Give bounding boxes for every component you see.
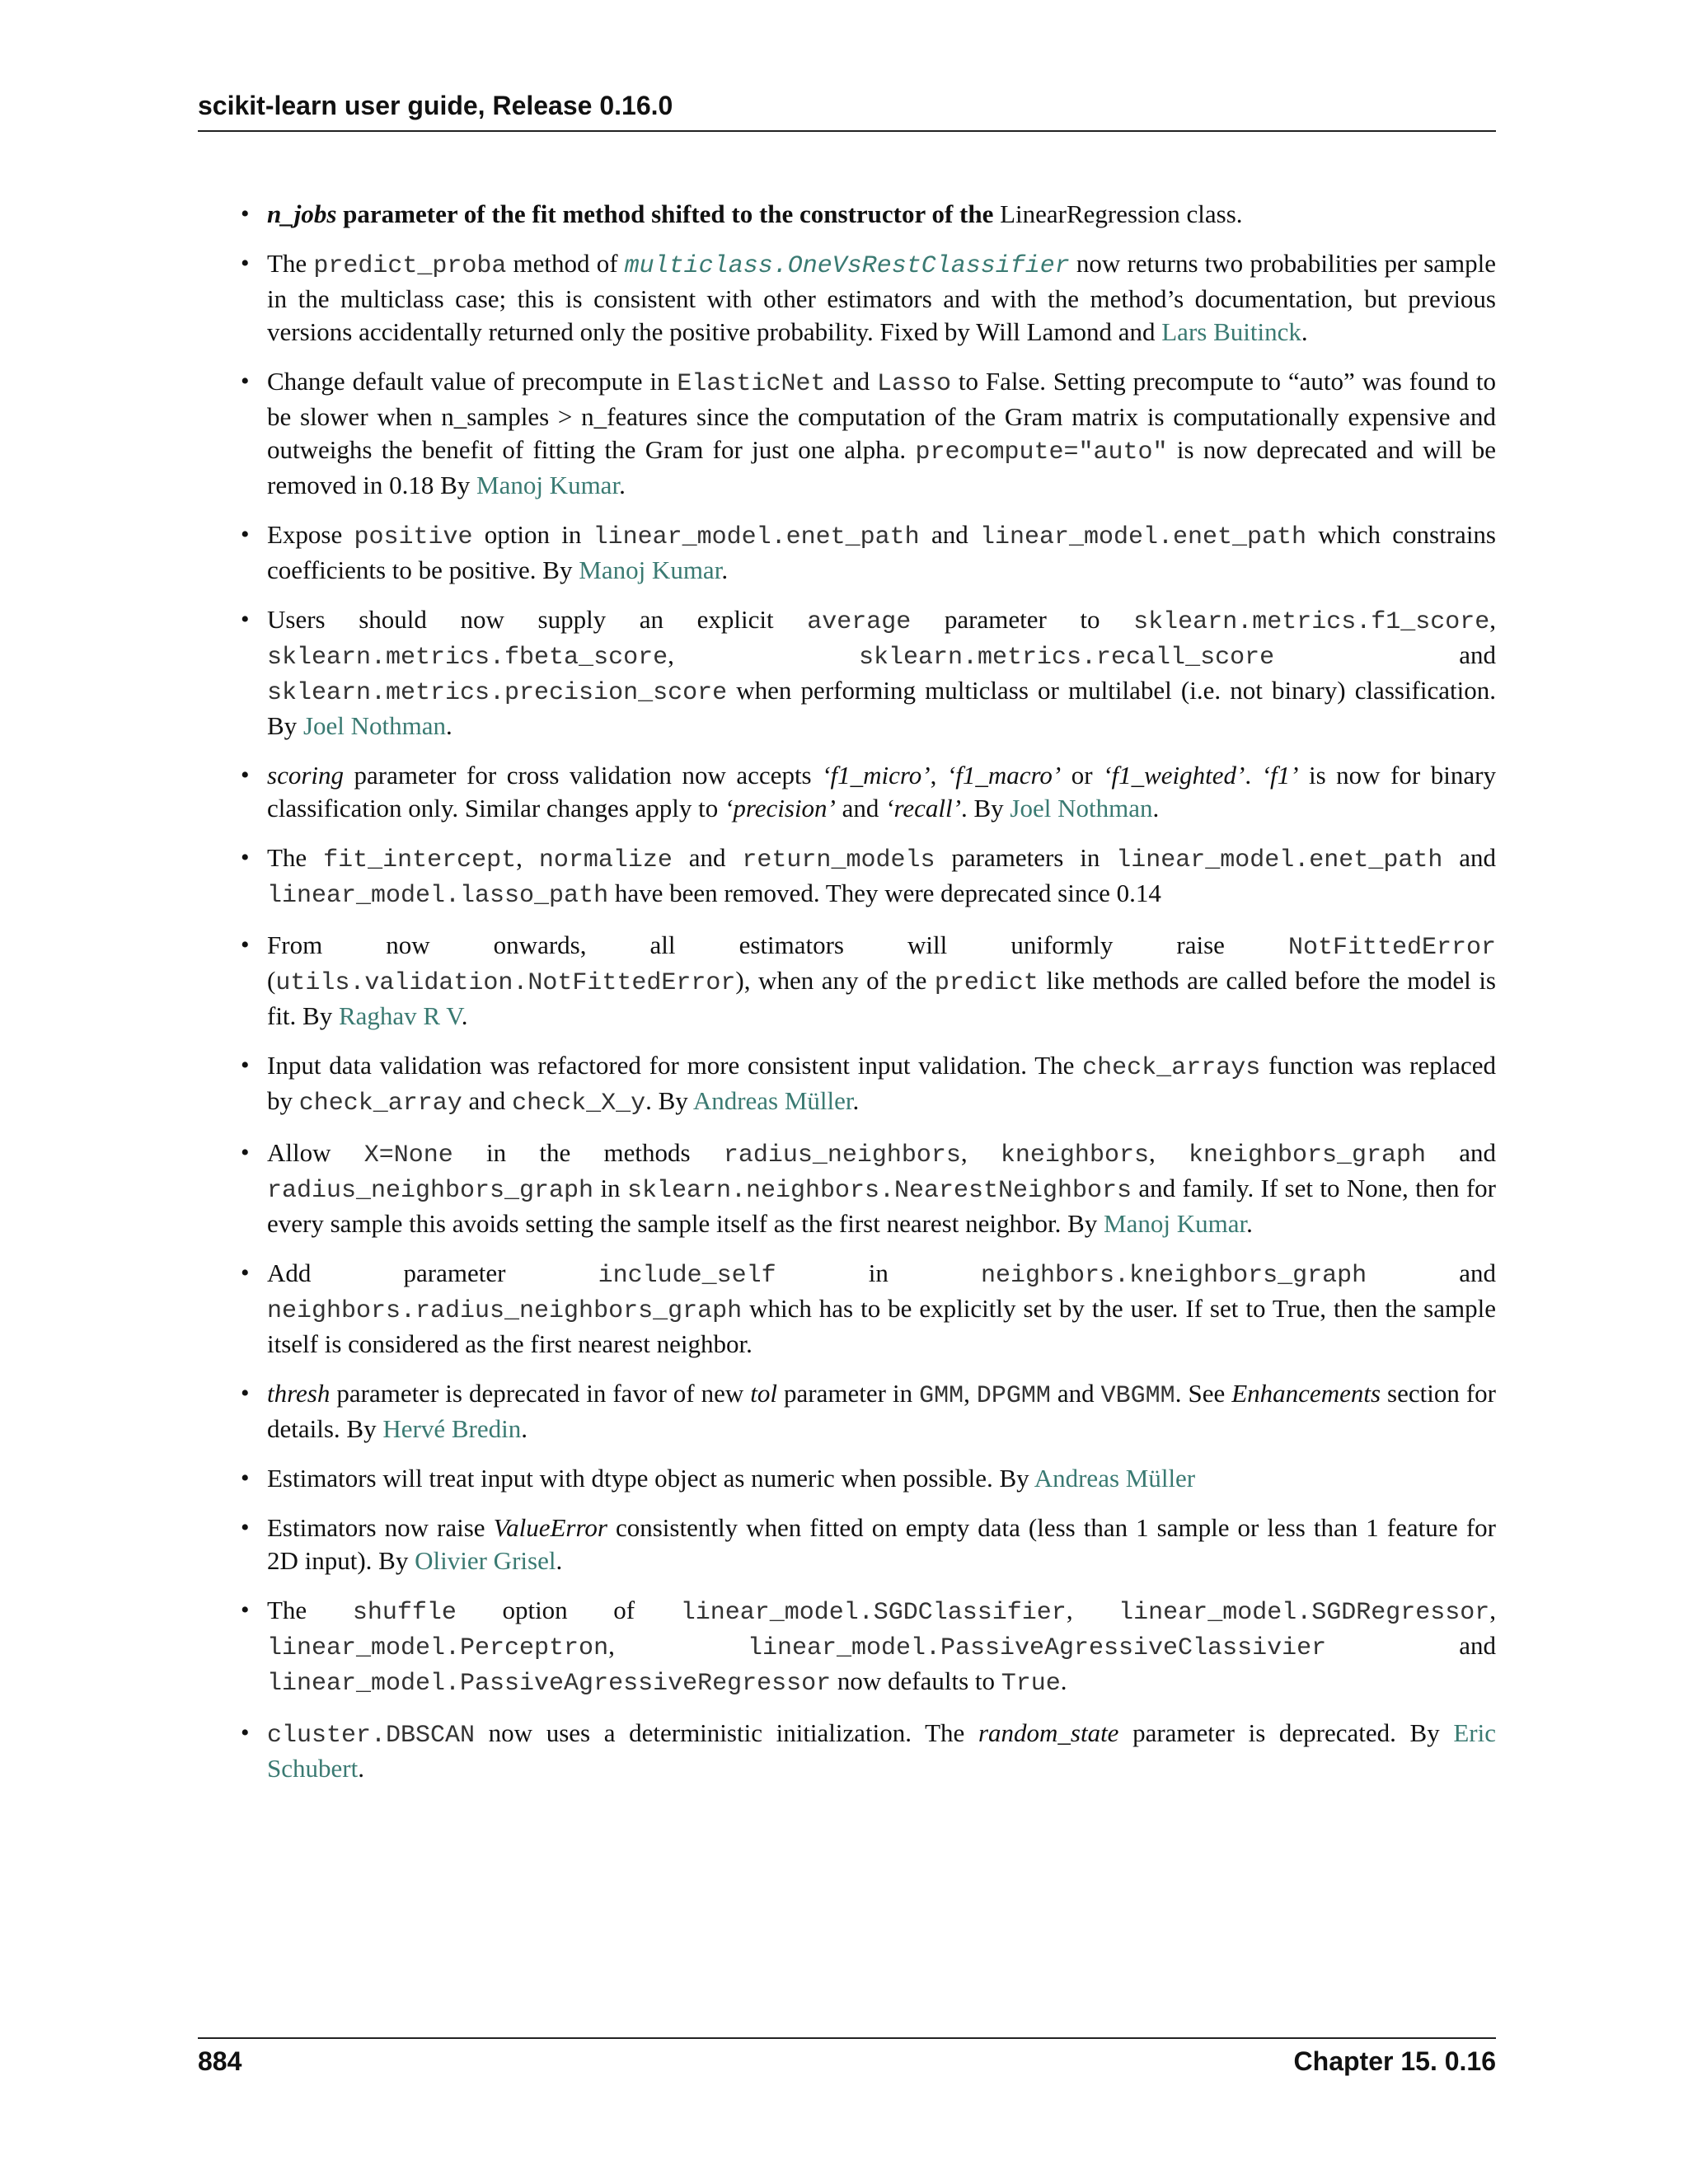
changelog-item: [242, 1717, 1496, 1785]
text-run: ,: [930, 761, 947, 790]
text-run: or: [1061, 761, 1104, 790]
text-run: to False. Setting precompute to “auto” was found to be slower when n_samples > n_features since the computation of the Gram matrix is computationally expensive and outweighs the benefit of fitting the Gram for just one alpha.: [267, 367, 1496, 464]
text-run: Expose: [267, 520, 354, 549]
text-run: section for details. By: [267, 1379, 1496, 1443]
code-literal: normalize: [538, 846, 673, 874]
text-run: .: [1246, 1209, 1253, 1238]
text-run: and: [825, 367, 877, 396]
code-literal: include_self: [598, 1262, 776, 1290]
emphasis: ‘f1_weighted’: [1103, 761, 1245, 790]
code-literal: linear_model.Perceptron: [267, 1634, 609, 1662]
changelog-list: [242, 198, 1496, 1802]
code-literal: ElasticNet: [677, 370, 826, 398]
author-link[interactable]: Andreas Müller: [1034, 1464, 1196, 1493]
text-run: . See: [1175, 1379, 1232, 1408]
changelog-item: [242, 365, 1496, 502]
changelog-item: [242, 1049, 1496, 1120]
author-link[interactable]: Raghav R V: [338, 1001, 462, 1030]
emphasis: thresh: [267, 1379, 331, 1408]
code-literal: cluster.DBSCAN: [267, 1722, 476, 1750]
code-literal: utils.validation.NotFittedError: [275, 969, 736, 997]
code-literal: linear_model.enet_path: [1116, 846, 1443, 874]
text-run: parameter in: [777, 1379, 920, 1408]
text-run: .: [521, 1414, 528, 1443]
text-run: parameter to: [911, 605, 1134, 634]
text-run: .: [461, 1001, 468, 1030]
text-run: parameter for cross validation now accepts: [344, 761, 823, 790]
emphasis: random_state: [978, 1718, 1119, 1747]
code-literal: linear_model.enet_path: [593, 523, 920, 551]
emphasis: tol: [750, 1379, 778, 1408]
emphasis: parameter of the fit method shifted to the constructor of the: [336, 199, 1001, 228]
changelog-item: [242, 759, 1496, 825]
text-run: and family. If set to None, then for every sample this avoids setting the sample itself as the first nearest neighbor. By: [267, 1174, 1496, 1238]
text-run: From now onwards, all estimators will uniformly raise: [267, 930, 1288, 959]
code-literal: neighbors.radius_neighbors_graph: [267, 1297, 743, 1325]
text-run: The: [267, 843, 324, 872]
code-literal: radius_neighbors: [723, 1141, 961, 1169]
code-literal: shuffle: [352, 1599, 457, 1627]
text-run: and: [835, 794, 886, 823]
author-link[interactable]: Eric Schubert: [267, 1718, 1496, 1783]
code-literal: predict: [934, 969, 1039, 997]
code-literal: check_X_y: [512, 1090, 646, 1118]
text-run: which constrains coefficients to be positive. By: [267, 520, 1496, 584]
code-literal: sklearn.metrics.fbeta_score: [267, 644, 668, 672]
running-header: scikit-learn user guide, Release 0.16.0: [198, 91, 673, 120]
changelog-item: [242, 1377, 1496, 1446]
author-link[interactable]: Joel Nothman: [302, 711, 446, 740]
text-run: Input data validation was refactored for more consistent input validation. The: [267, 1051, 1083, 1080]
text-run: have been removed. They were deprecated since 0.14: [608, 879, 1161, 907]
text-run: .: [1301, 317, 1308, 346]
emphasis: ‘f1_macro’: [946, 761, 1062, 790]
author-link[interactable]: Manoj Kumar: [579, 555, 722, 584]
text-run: ,: [1489, 605, 1496, 634]
text-run: option in: [472, 520, 593, 549]
text-run: .: [852, 1086, 860, 1115]
changelog-item: [242, 603, 1496, 743]
text-run: ,: [1489, 1596, 1496, 1624]
text-run: and: [1442, 843, 1497, 872]
emphasis: ‘recall’: [885, 794, 961, 823]
text-run: like methods are called before the model is fit. By: [267, 966, 1496, 1030]
author-link[interactable]: Andreas Müller: [692, 1086, 853, 1115]
text-run: in the methods: [452, 1138, 724, 1167]
changelog-item: [242, 841, 1496, 912]
text-run: which has to be explicitly set by the user. If set to True, then the sample itself is considered as the first nearest neighbor.: [267, 1294, 1496, 1358]
code-literal: sklearn.metrics.precision_score: [267, 679, 728, 707]
code-literal: check_arrays: [1082, 1054, 1261, 1082]
text-run: and: [1426, 1138, 1497, 1167]
text-run: and: [462, 1086, 513, 1115]
text-run: ,: [516, 843, 539, 872]
text-run: LinearRegression class.: [1000, 199, 1243, 228]
changelog-item: [242, 929, 1496, 1033]
text-run: Allow: [267, 1138, 364, 1167]
emphasis: ValueError: [493, 1513, 607, 1542]
text-run: and: [1326, 1631, 1496, 1660]
code-literal: linear_model.PassiveAgressiveRegressor: [267, 1670, 832, 1698]
text-run: parameter is deprecated. By: [1118, 1718, 1454, 1747]
changelog-item: [242, 518, 1496, 587]
changelog-item: [242, 1257, 1496, 1361]
text-run: The: [267, 1596, 353, 1624]
text-run: in: [776, 1258, 982, 1287]
code-literal: neighbors.kneighbors_graph: [981, 1262, 1367, 1290]
text-run: . By: [645, 1086, 693, 1115]
text-run: and: [1274, 640, 1497, 669]
text-run: ,: [1066, 1596, 1119, 1624]
text-run: . By: [960, 794, 1010, 823]
changelog-item: [242, 198, 1496, 231]
text-run: Estimators now raise: [267, 1513, 494, 1542]
code-literal: precompute="auto": [915, 438, 1168, 466]
author-link[interactable]: Manoj Kumar: [476, 471, 620, 499]
text-run: Estimators will treat input with dtype object as numeric when possible. By: [267, 1464, 1034, 1493]
text-run: is now deprecated and will be removed in 0.18 By: [267, 435, 1496, 499]
text-run: consistently when fitted on empty data (less than 1 sample or less than 1 feature for 2D input). By: [267, 1513, 1496, 1575]
code-literal: X=None: [363, 1141, 453, 1169]
text-run: now uses a deterministic initialization. The: [475, 1718, 978, 1747]
text-run: option of: [456, 1596, 681, 1624]
text-run: is now for binary classification only. Similar changes apply to: [267, 761, 1496, 823]
text-run: now returns two probabilities per sample in the multiclass case; this is consistent with other estimators and with the method’s documentation, but previous versions accidentally returned only the positive probability. Fixed by Will Lamond and: [267, 249, 1496, 346]
text-run: parameters in: [935, 843, 1117, 872]
code-literal: True: [1001, 1670, 1061, 1698]
author-link[interactable]: Lars Buitinck: [1161, 317, 1301, 346]
text-run: Add parameter: [267, 1258, 598, 1287]
text-run: The: [267, 249, 314, 278]
changelog-item: [242, 1462, 1496, 1495]
code-literal: check_array: [298, 1090, 462, 1118]
text-run: now defaults to: [831, 1666, 1001, 1695]
code-literal: average: [807, 608, 912, 636]
text-run: and: [1367, 1258, 1496, 1287]
code-literal: kneighbors: [1000, 1141, 1149, 1169]
code-literal: radius_neighbors_graph: [267, 1177, 594, 1205]
code-literal: positive: [354, 523, 473, 551]
footer-rule: [198, 2037, 1496, 2039]
changelog-item: [242, 1511, 1496, 1577]
text-run: (: [267, 966, 276, 995]
author-link[interactable]: Hervé Bredin: [382, 1414, 522, 1443]
changelog-item: [242, 1594, 1496, 1700]
text-run: .: [619, 471, 626, 499]
code-literal: linear_model.PassiveAgressiveClassivier: [747, 1634, 1327, 1662]
emphasis: scoring: [267, 761, 344, 790]
code-literal: GMM: [919, 1382, 964, 1410]
text-run: and: [672, 843, 743, 872]
code-literal: VBGMM: [1100, 1382, 1175, 1410]
text-run: .: [721, 555, 729, 584]
text-run: ,: [608, 1631, 748, 1660]
author-link[interactable]: Olivier Grisel: [415, 1546, 556, 1575]
emphasis: n_jobs: [267, 199, 337, 228]
header-rule: [198, 130, 1496, 132]
code-literal: kneighbors_graph: [1188, 1141, 1427, 1169]
emphasis: ‘f1_micro’: [822, 761, 931, 790]
text-run: and: [1050, 1379, 1101, 1408]
code-literal: sklearn.metrics.recall_score: [859, 644, 1275, 672]
changelog-item: [242, 1137, 1496, 1240]
emphasis: Enhancements: [1231, 1379, 1381, 1408]
text-run: Change default value of precompute in: [267, 367, 678, 396]
code-literal: sklearn.metrics.f1_score: [1133, 608, 1490, 636]
emphasis: ‘f1’: [1261, 761, 1299, 790]
code-literal: linear_model.SGDClassifier: [680, 1599, 1067, 1627]
text-run: .: [1060, 1666, 1067, 1695]
code-literal: linear_model.lasso_path: [267, 882, 609, 910]
emphasis: ‘precision’: [724, 794, 836, 823]
text-run: method of: [506, 249, 625, 278]
code-literal: Lasso: [876, 370, 951, 398]
page-number: 884: [198, 2046, 242, 2076]
text-run: .: [358, 1754, 364, 1783]
text-run: ,: [1148, 1138, 1189, 1167]
text-run: function was replaced by: [267, 1051, 1496, 1115]
text-run: .: [556, 1546, 563, 1575]
code-literal: predict_proba: [313, 252, 507, 280]
text-run: .: [1152, 794, 1160, 823]
text-run: in: [593, 1174, 627, 1202]
changelog-item: [242, 247, 1496, 349]
text-run: and: [919, 520, 980, 549]
code-literal: sklearn.neighbors.NearestNeighbors: [626, 1177, 1132, 1205]
author-link[interactable]: Joel Nothman: [1010, 794, 1153, 823]
text-run: ), when any of the: [735, 966, 935, 995]
text-run: ,: [960, 1138, 1001, 1167]
text-run: .: [1245, 761, 1262, 790]
code-literal: return_models: [742, 846, 935, 874]
text-run: Users should now supply an explicit: [267, 605, 808, 634]
chapter-label: Chapter 15. 0.16: [1293, 2046, 1496, 2076]
api-reference-link[interactable]: multiclass.OneVsRestClassifier: [624, 252, 1070, 280]
text-run: .: [446, 711, 452, 740]
author-link[interactable]: Manoj Kumar: [1104, 1209, 1247, 1238]
text-run: parameter is deprecated in favor of new: [330, 1379, 751, 1408]
text-run: when performing multiclass or multilabel (i.e. not binary) classification. By: [267, 676, 1496, 740]
code-literal: linear_model.enet_path: [979, 523, 1307, 551]
text-run: ,: [668, 640, 859, 669]
code-literal: NotFittedError: [1287, 934, 1496, 962]
text-run: ,: [964, 1379, 977, 1408]
code-literal: linear_model.SGDRegressor: [1118, 1599, 1490, 1627]
code-literal: fit_intercept: [323, 846, 517, 874]
code-literal: DPGMM: [976, 1382, 1051, 1410]
